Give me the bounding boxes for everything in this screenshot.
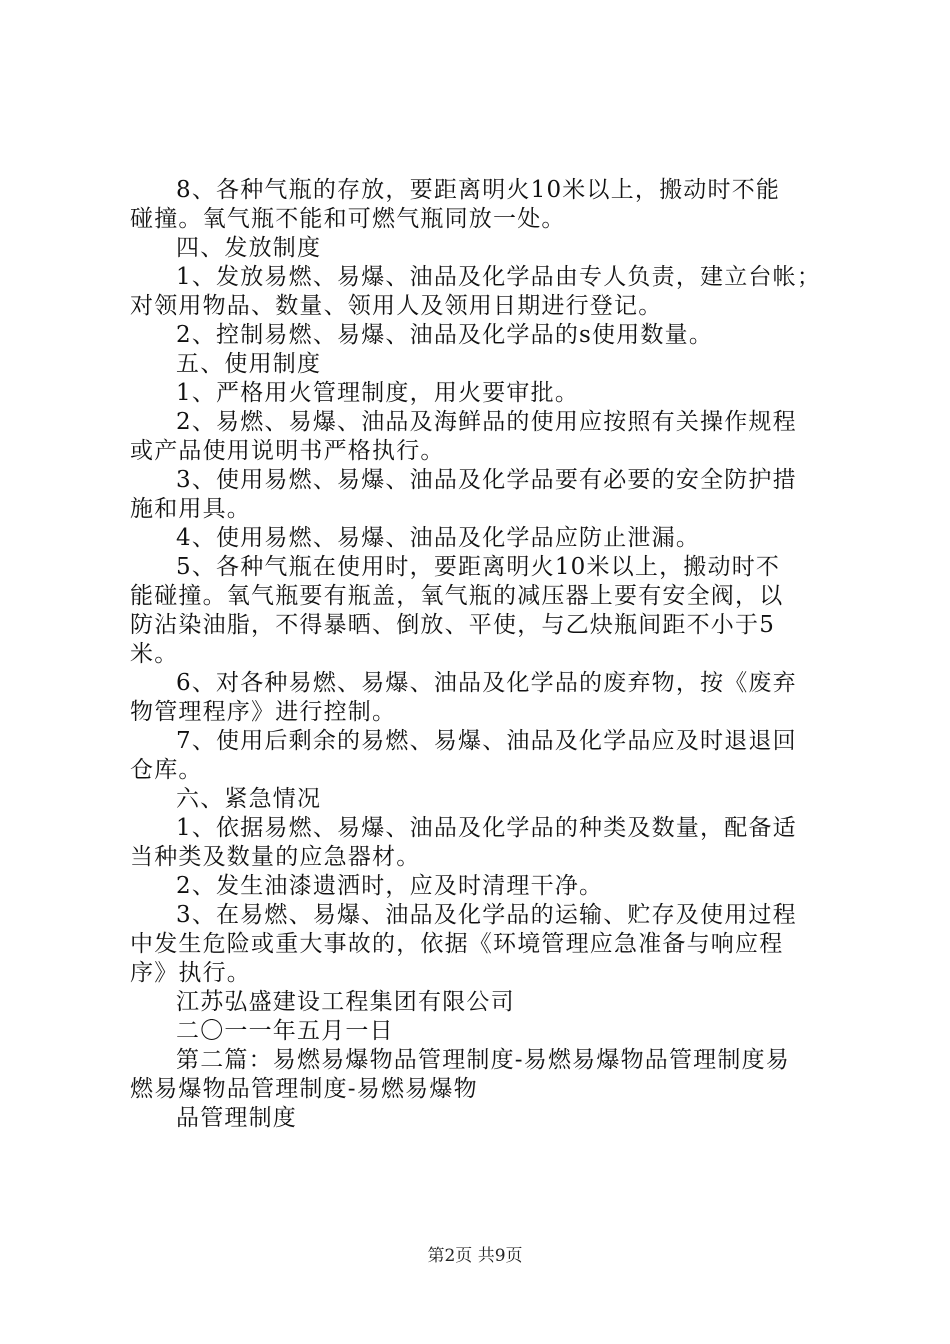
text-line: 米。: [130, 641, 179, 667]
text-line: 能碰撞。氧气瓶要有瓶盖，氧气瓶的减压器上要有安全阀，以: [130, 583, 784, 609]
text-line: 1、依据易燃、易爆、油品及化学品的种类及数量，配备适: [176, 815, 797, 841]
text-line: 5、各种气瓶在使用时，要距离明火10米以上，搬动时不: [176, 554, 781, 580]
text-line: 3、在易燃、易爆、油品及化学品的运输、贮存及使用过程: [176, 902, 797, 928]
text-line: 或产品使用说明书严格执行。: [130, 438, 445, 464]
text-line: 2、控制易燃、易爆、油品及化学品的s使用数量。: [176, 322, 714, 348]
text-line: 2、易燃、易爆、油品及海鲜品的使用应按照有关操作规程: [176, 409, 797, 435]
text-line: 物管理程序》进行控制。: [130, 699, 397, 725]
text-line: 6、对各种易燃、易爆、油品及化学品的废弃物，按《废弃: [176, 670, 797, 696]
document-body: [130, 176, 830, 1133]
text-line: 3、使用易燃、易爆、油品及化学品要有必要的安全防护措: [176, 467, 797, 493]
text-line: 2、发生油漆遗洒时，应及时清理干净。: [176, 873, 604, 899]
text-line: 碰撞。氧气瓶不能和可燃气瓶同放一处。: [130, 206, 566, 232]
text-line: 江苏弘盛建设工程集团有限公司: [176, 989, 515, 1015]
text-line: 1、严格用火管理制度，用火要审批。: [176, 380, 580, 406]
text-line: 四、发放制度: [176, 235, 322, 261]
text-line: 仓库。: [130, 757, 203, 783]
text-line: 品管理制度: [176, 1105, 297, 1131]
text-line: 7、使用后剩余的易燃、易爆、油品及化学品应及时退退回: [176, 728, 797, 754]
text-line: 燃易爆物品管理制度-易燃易爆物: [130, 1076, 478, 1102]
text-line: 1、发放易燃、易爆、油品及化学品由专人负责，建立台帐；: [176, 264, 822, 290]
page-number-footer: 第2页 共9页: [427, 1246, 523, 1266]
text-line: 8、各种气瓶的存放，要距离明火10米以上，搬动时不能: [176, 177, 781, 203]
text-line: 二〇一一年五月一日: [176, 1018, 394, 1044]
text-line: 第二篇：易燃易爆物品管理制度-易燃易爆物品管理制度易: [176, 1047, 790, 1073]
text-line: 施和用具。: [130, 496, 251, 522]
text-line: 序》执行。: [130, 960, 251, 986]
text-line: 当种类及数量的应急器材。: [130, 844, 421, 870]
text-line: 4、使用易燃、易爆、油品及化学品应防止泄漏。: [176, 525, 701, 551]
text-line: 对领用物品、数量、领用人及领用日期进行登记。: [130, 293, 663, 319]
text-line: 五、使用制度: [176, 351, 322, 377]
text-line: 防沾染油脂，不得暴晒、倒放、平使，与乙炔瓶间距不小于5: [130, 612, 776, 638]
text-line: 六、紧急情况: [176, 786, 322, 812]
text-line: 中发生危险或重大事故的，依据《环境管理应急准备与响应程: [130, 931, 784, 957]
